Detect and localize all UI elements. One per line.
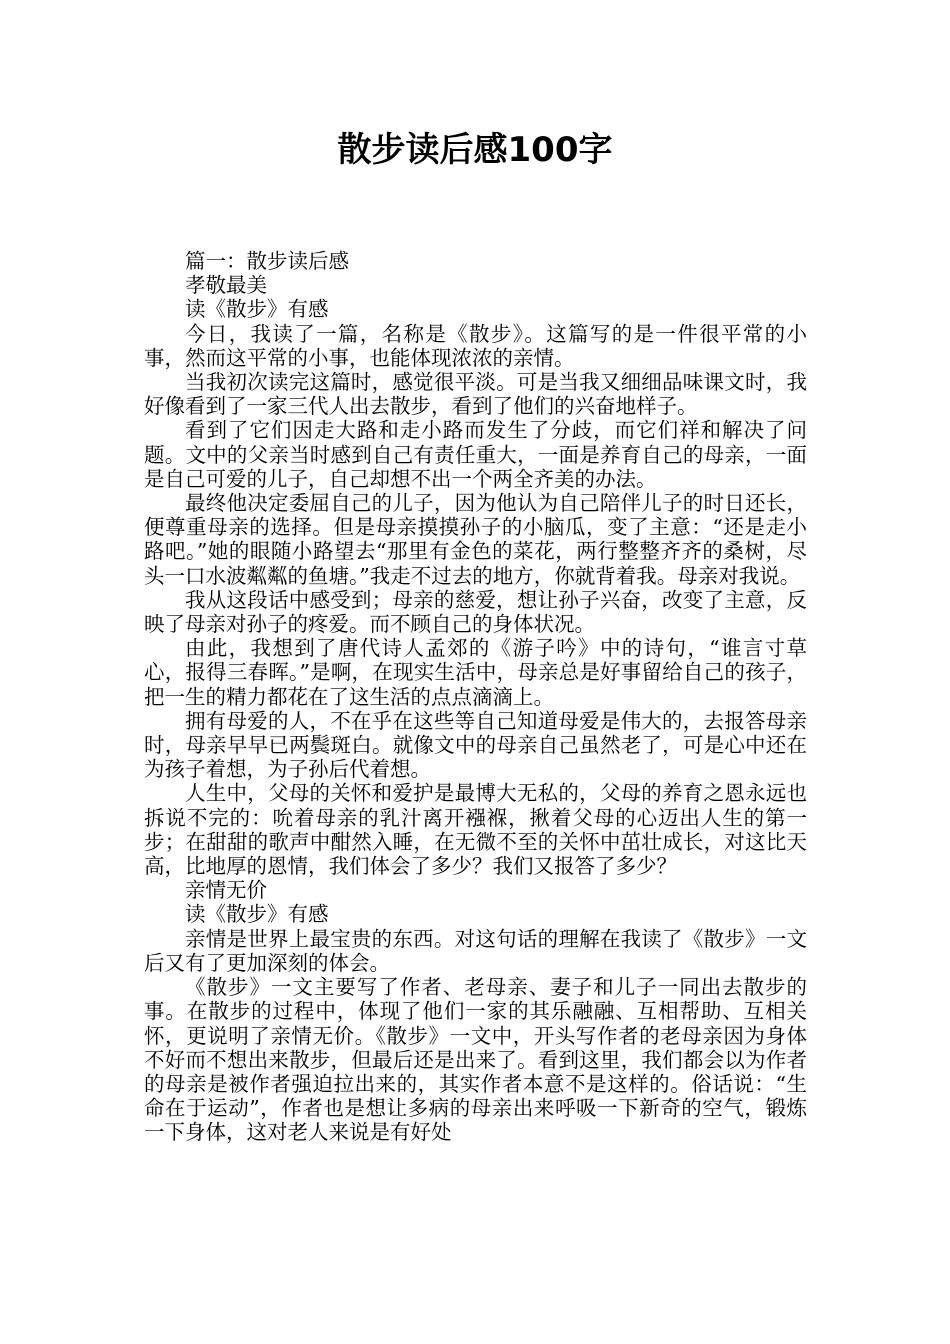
body-paragraph: 亲情是世界上最宝贵的东西。对这句话的理解在我读了《散步》一文后又有了更加深刻的体会。: [144, 926, 807, 975]
body-paragraph: 由此，我想到了唐代诗人孟郊的《游子吟》中的诗句，“谁言寸草心，报得三春晖。”是啊，在现实生活中，母亲总是好事留给自己的孩子，把一生的精力都花在了这生活的点点滴滴上。: [144, 636, 807, 709]
document-body: [144, 249, 807, 1145]
body-paragraph: 人生中，父母的关怀和爱护是最博大无私的，父母的养育之恩永远也拆说不完的：吮着母亲的乳汁离开襁褓，揪着父母的心迈出人生的第一步；在甜甜的歌声中酣然入睡，在无微不至的关怀中茁壮成长，对这比天高，比地厚的恩情，我们体会了多少？我们又报答了多少？: [144, 781, 807, 879]
section-heading: 篇一：散步读后感: [185, 249, 349, 273]
body-paragraph: 我从这段话中感受到；母亲的慈爱，想让孙子兴奋，改变了主意，反映了母亲对孙子的疼爱。而不顾自己的身体状况。: [144, 587, 807, 637]
essay-subtitle: 读《散步》有感: [185, 297, 329, 322]
body-paragraph: 《散步》一文主要写了作者、老母亲、妻子和儿子一同出去散步的事。在散步的过程中，体现了他们一家的其乐融融、互相帮助、互相关怀，更说明了亲情无价。《散步》一文中，开头写作者的老母亲因为身体不好而不想出来散步，但最后还是出来了。看到这里，我们都会以为作者的母亲是被作者强迫拉出来的，其实作者本意不是这样的。俗话说：“生命在于运动”，作者也是想让多病的母亲出来呼吸一下新奇的空气，锻炼一下身体，这对老人来说是有好处: [144, 975, 807, 1145]
document-title: 散步读后感100字: [337, 130, 613, 170]
essay-title: 亲情无价: [185, 878, 267, 903]
body-paragraph: 今日，我读了一篇，名称是《散步》。这篇写的是一件很平常的小事，然而这平常的小事，也能体现浓浓的亲情。: [144, 321, 807, 370]
body-paragraph: 最终他决定委屈自己的儿子，因为他认为自己陪伴儿子的时日还长，便尊重母亲的选择。但是母亲摸摸孙子的小脑瓜，变了主意：“还是走小路吧。”她的眼随小路望去“那里有金色的菜花，两行整整齐齐的桑树，尽头一口水波粼粼的鱼塘。”我走不过去的地方，你就背着我。母亲对我说。: [144, 491, 807, 588]
essay-title: 孝敬最美: [185, 273, 267, 298]
essay-subtitle: 读《散步》有感: [185, 902, 329, 927]
body-paragraph: 看到了它们因走大路和走小路而发生了分歧，而它们祥和解决了问题。文中的父亲当时感到自己有责任重大，一面是养育自己的母亲，一面是自己可爱的儿子，自己却想不出一个两全齐美的办法。: [144, 418, 807, 491]
body-paragraph: 当我初次读完这篇时，感觉很平淡。可是当我又细细品味课文时，我好像看到了一家三代人出去散步，看到了他们的兴奋地样子。: [144, 370, 807, 419]
body-paragraph: 拥有母爱的人，不在乎在这些等自己知道母爱是伟大的，去报答母亲时，母亲早早已两鬓斑白。就像文中的母亲自己虽然老了，可是心中还在为孩子着想，为子孙后代着想。: [144, 708, 807, 782]
